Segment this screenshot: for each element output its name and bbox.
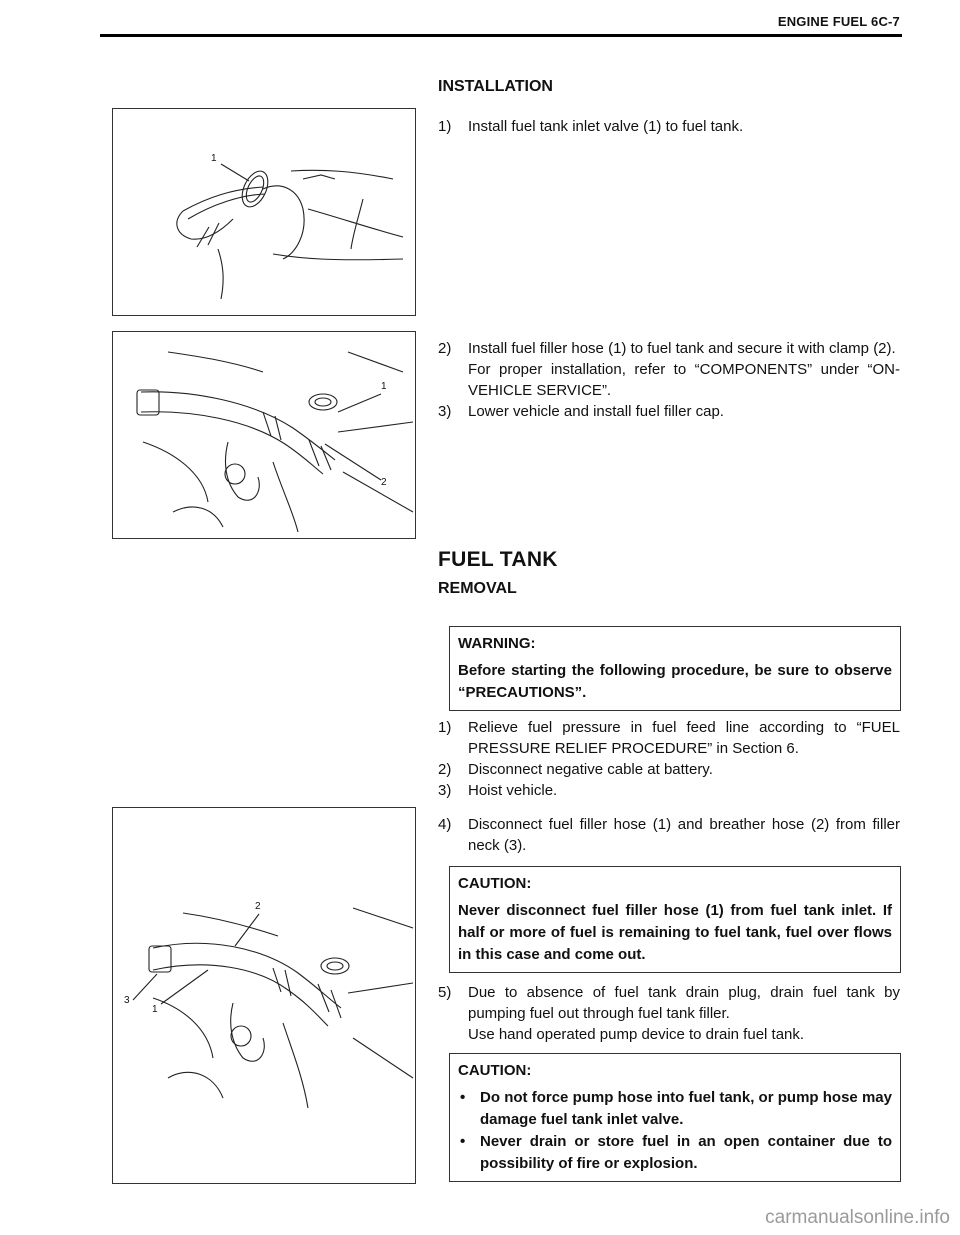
step-number: 2) (438, 340, 452, 357)
installation-heading: INSTALLATION (438, 78, 553, 95)
figure-inlet-valve (112, 108, 416, 316)
fuel-tank-title: FUEL TANK (438, 548, 558, 571)
step-text: Lower vehicle and install fuel filler cap. (468, 403, 724, 420)
step-number: 1) (438, 118, 452, 135)
step-text: Install fuel filler hose (1) to fuel tank and secure it with clamp (2). (468, 340, 896, 357)
step-text: Disconnect negative cable at battery. (468, 761, 713, 778)
caution-title: CAUTION: (458, 875, 532, 892)
step-text: Install fuel tank inlet valve (1) to fuel tank. (468, 118, 744, 135)
step-number: 4) (438, 816, 452, 833)
step-number: 3) (438, 403, 452, 420)
step-number: 5) (438, 984, 452, 1001)
figure-filler-hose-removal-drawing (113, 808, 415, 1183)
warning-body: Before starting the following procedure, be sure to observe “PRECAUTIONS”. (458, 662, 892, 701)
installation-step-1 (438, 116, 900, 137)
figure-filler-hose-removal-callout-1: 1 (152, 1004, 158, 1015)
caution-title: CAUTION: (458, 1062, 532, 1079)
caution-box-1 (449, 866, 901, 973)
installation-step-3 (438, 401, 900, 422)
step-text: Relieve fuel pressure in fuel feed line according to “FUEL PRESSURE RELIEF PROCEDURE” in Section 6. (468, 719, 900, 757)
figure-filler-hose-install-callout-1: 1 (381, 381, 387, 392)
step-text: Disconnect fuel filler hose (1) and breather hose (2) from filler neck (3). (468, 816, 900, 854)
warning-title: WARNING: (458, 635, 536, 652)
bullet-icon: • (460, 1089, 466, 1106)
figure-inlet-valve-callout-1: 1 (211, 153, 217, 164)
removal-steps-group-2 (438, 814, 900, 856)
figure-filler-hose-removal (112, 807, 416, 1184)
step-text: Hoist vehicle. (468, 782, 558, 799)
figure-filler-hose-install-callout-2: 2 (381, 477, 387, 488)
step-text: Due to absence of fuel tank drain plug, drain fuel tank by pumping fuel out through fuel tank filler. (468, 984, 900, 1022)
installation-steps-group-1 (438, 116, 900, 137)
step-subtext: Use hand operated pump device to drain fuel tank. (468, 1026, 805, 1043)
caution-bullet-1 (458, 1087, 892, 1131)
installation-steps-group-2 (438, 338, 900, 422)
removal-heading: REMOVAL (438, 580, 517, 597)
bullet-icon: • (460, 1133, 466, 1150)
caution-body: Never disconnect fuel filler hose (1) from fuel tank inlet. If half or more of fuel is remaining to fuel tank, fuel over flows in this case and come out. (458, 902, 892, 963)
removal-step-2 (438, 759, 900, 780)
removal-step-1 (438, 717, 900, 759)
figure-filler-hose-removal-callout-2: 2 (255, 901, 261, 912)
warning-box (449, 626, 901, 711)
step-number: 1) (438, 719, 452, 736)
figure-inlet-valve-drawing (113, 109, 415, 315)
removal-step-4 (438, 814, 900, 856)
caution-bullet-text: Never drain or store fuel in an open container due to possibility of fire or explosion. (480, 1133, 892, 1172)
step-number: 3) (438, 782, 452, 799)
removal-steps-group-1 (438, 717, 900, 801)
page-header-title: ENGINE FUEL 6C-7 (777, 14, 900, 29)
installation-step-2 (438, 338, 900, 401)
step-subtext: For proper installation, refer to “COMPONENTS” under “ON-VEHICLE SERVICE”. (468, 361, 900, 399)
step-number: 2) (438, 761, 452, 778)
watermark-text: carmanualsonline.info (765, 1207, 950, 1228)
caution-bullet-2 (458, 1131, 892, 1175)
figure-filler-hose-install-drawing (113, 332, 415, 538)
figure-filler-hose-install (112, 331, 416, 539)
figure-filler-hose-removal-callout-3: 3 (124, 995, 130, 1006)
caution-box-2 (449, 1053, 901, 1182)
header-rule (100, 34, 902, 37)
removal-step-3 (438, 780, 900, 801)
removal-steps-group-3 (438, 982, 900, 1045)
removal-step-5 (438, 982, 900, 1045)
caution-bullet-text: Do not force pump hose into fuel tank, or pump hose may damage fuel tank inlet valve. (480, 1089, 892, 1128)
